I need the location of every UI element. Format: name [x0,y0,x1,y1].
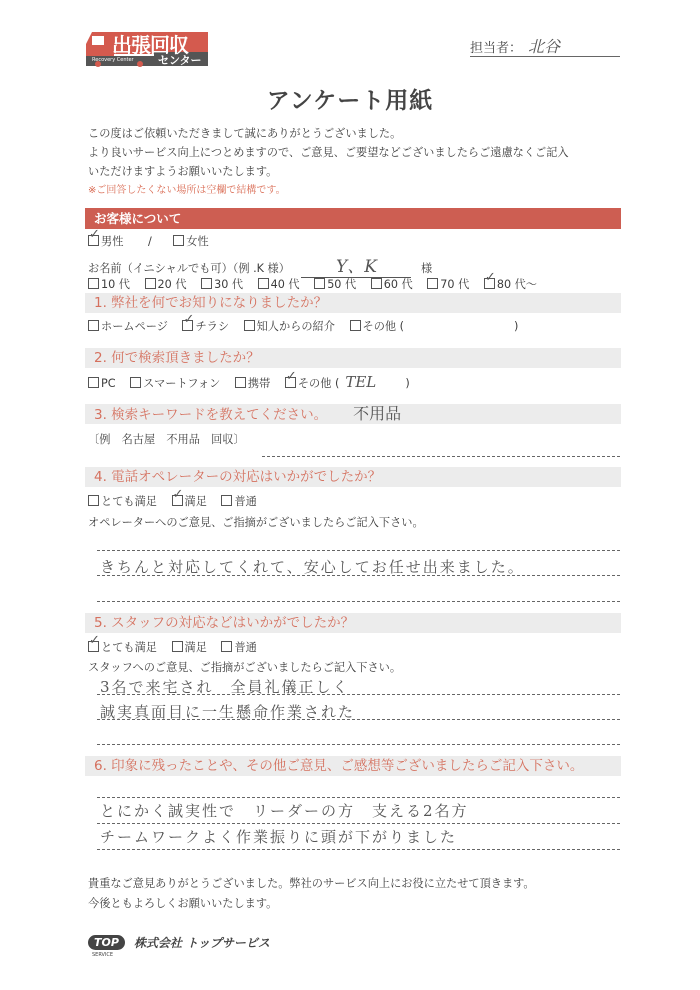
q2-option-other[interactable]: ✓ その他 ( TEL ) [285,377,410,390]
checkbox[interactable] [172,641,183,652]
age-option[interactable]: 20 代 [145,278,187,291]
q1-options [88,318,529,334]
checkbox[interactable] [88,320,99,331]
checkbox[interactable] [350,320,361,331]
intro-line: この度はご依頼いただきまして誠にありがとうございました。 [88,127,402,140]
answer-line [97,601,620,602]
name-value[interactable]: Y、K [301,252,411,278]
checkbox-checked[interactable] [484,278,495,289]
q4-header: 4. 電話オペレーターの対応はいかがでしたか？ [85,467,621,487]
name-label: お名前（イニシャルでも可）（例 .K 様） [88,262,290,275]
top-service-logo-icon: TOP [88,935,125,950]
answer-line [97,823,620,824]
staff-value: 北谷 [528,37,561,56]
closing-text [88,874,535,914]
checkbox[interactable] [145,278,156,289]
checkbox[interactable] [427,278,438,289]
q4-option[interactable]: とても満足 [88,495,157,508]
intro-line: より良いサービス向上につとめますので、ご意見、ご要望などございましたらご遠慮なくご記入 [88,146,569,159]
age-option[interactable]: 70 代 [427,278,469,291]
q6-comment-line[interactable]: とにかく誠実性で リーダーの方 支える2名方 [100,802,469,820]
q1-option-other[interactable]: その他 ( ) [350,320,519,333]
paren-close: ) [513,320,519,333]
q2-option[interactable]: スマートフォン [130,377,220,390]
age-option[interactable]: 60 代 [371,278,413,291]
checkbox[interactable] [314,278,325,289]
checkbox[interactable] [88,495,99,506]
q3-header [85,404,621,424]
checkbox-checked[interactable] [88,235,99,246]
q2-other-value[interactable]: TEL [345,373,377,391]
page-title: アンケート用紙 [266,88,434,114]
recovery-center-logo [82,26,210,70]
checkbox[interactable] [201,278,212,289]
checkbox[interactable] [371,278,382,289]
answer-line [97,744,620,745]
q5-option[interactable]: 満足 [172,641,207,654]
q4-options [88,493,268,509]
checkbox[interactable] [221,495,232,506]
name-suffix: 様 [421,262,433,275]
q2-options [88,373,421,391]
age-option-80s[interactable]: ✓ 80 代～ [484,278,537,291]
gender-row [88,233,220,249]
answer-line [97,550,620,551]
answer-line [262,456,620,457]
q5-comment-line[interactable]: 3名で来宅され 全員礼儀正しく [100,678,350,696]
customer-section-header: お客様について [85,208,621,229]
staff-label: 担当者： [470,41,523,56]
q1-header: 1. 弊社を何でお知りになりましたか？ [85,293,621,313]
q6-comment-line[interactable]: チームワークよく作業振りに頭が下がりました [100,828,458,846]
age-option[interactable]: 50 代 [314,278,356,291]
intro-note: ※ご回答したくない場所は空欄で結構です。 [88,185,286,196]
logo-main-text: 出張回収 [112,33,188,57]
gender-male-option[interactable]: ✓男性 [88,235,123,248]
checkbox[interactable] [221,641,232,652]
name-row [88,252,432,278]
intro-line: いただけますようお願いいたします。 [88,165,278,178]
answer-line [97,797,620,798]
age-row [88,276,548,292]
checkbox[interactable] [235,377,246,388]
q1-option[interactable]: ホームページ [88,320,168,333]
q2-option[interactable]: PC [88,377,116,390]
q4-option-satisfied[interactable]: ✓ 満足 [172,495,207,508]
checkbox[interactable] [130,377,141,388]
logo-tagline: Recovery Center [92,57,134,63]
gender-female-option[interactable]: 女性 [173,235,208,248]
intro-text [88,124,569,200]
staff-field [470,34,620,57]
paren-close: ) [405,377,410,390]
checkbox-checked[interactable] [88,641,99,652]
top-service-logo-sub: SERVICE [92,952,114,958]
q4-option[interactable]: 普通 [221,495,256,508]
q5-prompt: スタッフへのご意見、ご指摘がございましたらご記入下さい。 [88,661,402,674]
q4-prompt: オペレーターへのご意見、ご指摘がございましたらご記入下さい。 [88,516,424,529]
q3-answer[interactable]: 不用品 [353,404,402,423]
age-option[interactable]: 10 代 [88,278,130,291]
checkbox[interactable] [258,278,269,289]
q2-header: 2. 何で検索頂きましたか？ [85,348,621,368]
q3-example: 〔例 名古屋 不用品 回収〕 [88,433,245,446]
q5-option[interactable]: 普通 [221,641,256,654]
logo-sub-text: センター [158,54,202,67]
gender-separator: / [147,235,152,248]
checkbox[interactable] [244,320,255,331]
q5-options [88,639,268,655]
checkbox-checked[interactable] [182,320,193,331]
checkbox-checked[interactable] [172,495,183,506]
q2-option[interactable]: 携帯 [235,377,270,390]
checkbox[interactable] [88,278,99,289]
q1-option[interactable]: 知人からの紹介 [244,320,335,333]
age-option[interactable]: 40 代 [258,278,300,291]
checkbox[interactable] [173,235,184,246]
q3-heading-text: 3. 検索キーワードを教えてください。 [94,407,328,423]
closing-line: 今後ともよろしくお願いいたします。 [88,897,278,910]
checkbox-checked[interactable] [285,377,296,388]
q1-option-flyer[interactable]: ✓ チラシ [182,320,229,333]
q5-header: 5. スタッフの対応などはいかがでしたか？ [85,613,621,633]
q6-header: 6. 印象に残ったことや、その他ご意見、ご感想等ございましたらご記入下さい。 [85,756,621,776]
q5-option-very-satisfied[interactable]: ✓とても満足 [88,641,157,654]
answer-line [97,849,620,850]
company-logo [88,932,270,960]
closing-line: 貴重なご意見ありがとうございました。弊社のサービス向上にお役に立たせて頂きます。 [88,877,535,890]
age-option[interactable]: 30 代 [201,278,243,291]
company-name: 株式会社 トップサービス [134,936,270,950]
q4-comment-line[interactable]: きちんと対応してくれて、安心してお任せ出来ました。 [100,558,525,576]
checkbox[interactable] [88,377,99,388]
q5-comment-line[interactable]: 誠実真面目に一生懸命作業された [100,703,356,721]
